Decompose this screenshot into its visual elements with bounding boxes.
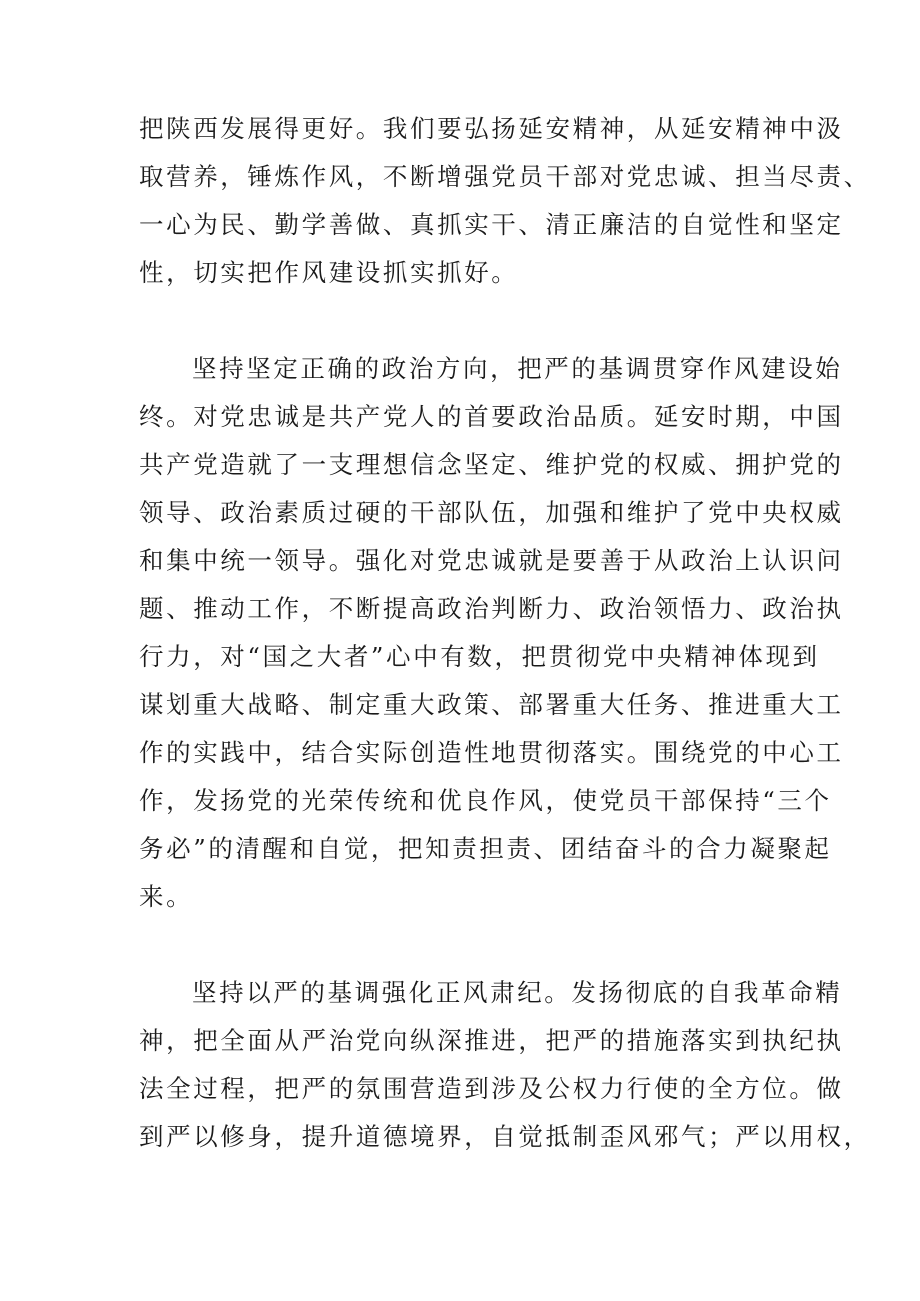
paragraph-2-line-8: 谋划重大战略、制定重大政策、部署重大任务、推进重大工	[139, 690, 844, 719]
paragraph-2-line-1: 坚持坚定正确的政治方向，把严的基调贯穿作风建设始	[192, 354, 843, 383]
paragraph-3-line-1: 坚持以严的基调强化正风肃纪。发扬彻底的自我革命精	[192, 978, 843, 1007]
paragraph-2-line-7: 行力，对“国之大者”心中有数，把贯彻党中央精神体现到	[139, 642, 820, 671]
paragraph-1-line-2: 取营养，锤炼作风，不断增强党员干部对党忠诚、担当尽责、	[139, 162, 871, 191]
paragraph-2-line-9: 作的实践中，结合实际创造性地贯彻落实。围绕党的中心工	[139, 738, 844, 767]
paragraph-1-line-3: 一心为民、勤学善做、真抓实干、清正廉洁的自觉性和坚定	[139, 210, 844, 239]
paragraph-2-line-10: 作，发扬党的光荣传统和优良作风，使党员干部保持“三个	[139, 786, 832, 815]
paragraph-3-line-4: 到严以修身，提升道德境界，自觉抵制歪风邪气；严以用权，	[139, 1122, 871, 1151]
paragraph-2-line-12: 来。	[139, 882, 194, 911]
paragraph-1-line-4: 性，切实把作风建设抓实抓好。	[139, 258, 519, 287]
paragraph-2-line-3: 共产党造就了一支理想信念坚定、维护党的权威、拥护党的	[139, 450, 844, 479]
paragraph-2-line-2: 终。对党忠诚是共产党人的首要政治品质。延安时期，中国	[139, 402, 844, 431]
paragraph-2-line-5: 和集中统一领导。强化对党忠诚就是要善于从政治上认识问	[139, 546, 844, 575]
paragraph-3-line-2: 神，把全面从严治党向纵深推进，把严的措施落实到执纪执	[139, 1026, 844, 1055]
paragraph-2-line-11: 务必”的清醒和自觉，把知责担责、团结奋斗的合力凝聚起	[139, 834, 832, 863]
paragraph-1-line-1: 把陕西发展得更好。我们要弘扬延安精神，从延安精神中汲	[139, 114, 844, 143]
paragraph-3-line-3: 法全过程，把严的氛围营造到涉及公权力行使的全方位。做	[139, 1074, 844, 1103]
paragraph-2-line-4: 领导、政治素质过硬的干部队伍，加强和维护了党中央权威	[139, 498, 844, 527]
paragraph-2-line-6: 题、推动工作，不断提高政治判断力、政治领悟力、政治执	[139, 594, 844, 623]
